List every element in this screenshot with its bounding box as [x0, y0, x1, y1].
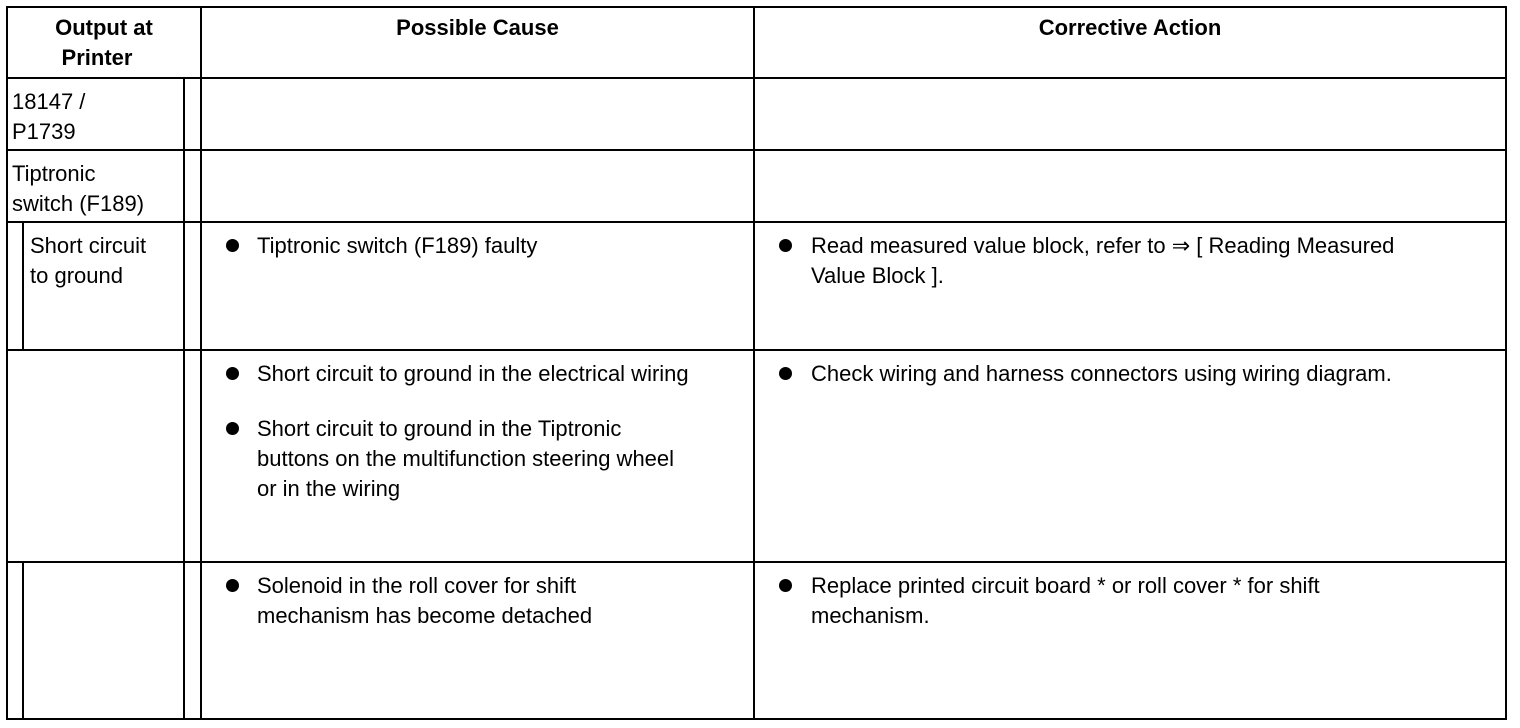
fault-condition-line2: to ground	[30, 263, 123, 288]
column-divider-action	[753, 6, 755, 720]
row-divider	[6, 349, 1507, 351]
bullet-icon	[226, 579, 239, 592]
row-divider	[6, 149, 1507, 151]
table-border-left	[6, 6, 8, 720]
header-possible-cause: Possible Cause	[396, 15, 559, 40]
corrective-action-item-line2: mechanism.	[811, 603, 930, 628]
possible-cause-item-line3: or in the wiring	[257, 476, 401, 501]
header-output-at-printer-line1: Output at	[55, 15, 153, 40]
corrective-action-item-line1: Read measured value block, refer to ⇒ [ Reading Measured	[811, 233, 1395, 258]
fault-code-line1: 18147 /	[12, 89, 86, 114]
indent-divider	[183, 77, 185, 720]
possible-cause-item: Short circuit to ground in the electrical wiring	[257, 361, 689, 386]
bullet-icon	[779, 579, 792, 592]
table-border-top	[6, 6, 1507, 8]
bullet-icon	[226, 422, 239, 435]
possible-cause-item-line1: Solenoid in the roll cover for shift	[257, 573, 577, 598]
corrective-action-item-line1: Replace printed circuit board * or roll cover * for shift	[811, 573, 1320, 598]
column-divider-cause	[200, 6, 202, 720]
bullet-icon	[779, 239, 792, 252]
bullet-icon	[226, 239, 239, 252]
table-border-bottom	[6, 718, 1507, 720]
row-divider	[6, 561, 1507, 563]
possible-cause-item: Tiptronic switch (F189) faulty	[257, 233, 538, 258]
component-name-line2: switch (F189)	[12, 191, 145, 216]
possible-cause-item-line2: buttons on the multifunction steering wheel	[257, 446, 675, 471]
indent-divider-condition	[22, 561, 24, 720]
bullet-icon	[779, 367, 792, 380]
header-corrective-action: Corrective Action	[1038, 15, 1222, 40]
fault-code-line2: P1739	[12, 119, 76, 144]
indent-divider-condition	[22, 221, 24, 351]
header-output-at-printer-line2: Printer	[61, 45, 133, 70]
component-name-line1: Tiptronic	[12, 161, 96, 186]
table-border-right	[1505, 6, 1507, 720]
possible-cause-item-line2: mechanism has become detached	[257, 603, 593, 628]
header-divider	[6, 77, 1507, 79]
bullet-icon	[226, 367, 239, 380]
row-divider	[6, 221, 1507, 223]
fault-condition-line1: Short circuit	[30, 233, 147, 258]
corrective-action-item-line2: Value Block ].	[811, 263, 944, 288]
corrective-action-item: Check wiring and harness connectors using wiring diagram.	[811, 361, 1392, 386]
possible-cause-item-line1: Short circuit to ground in the Tiptronic	[257, 416, 622, 441]
